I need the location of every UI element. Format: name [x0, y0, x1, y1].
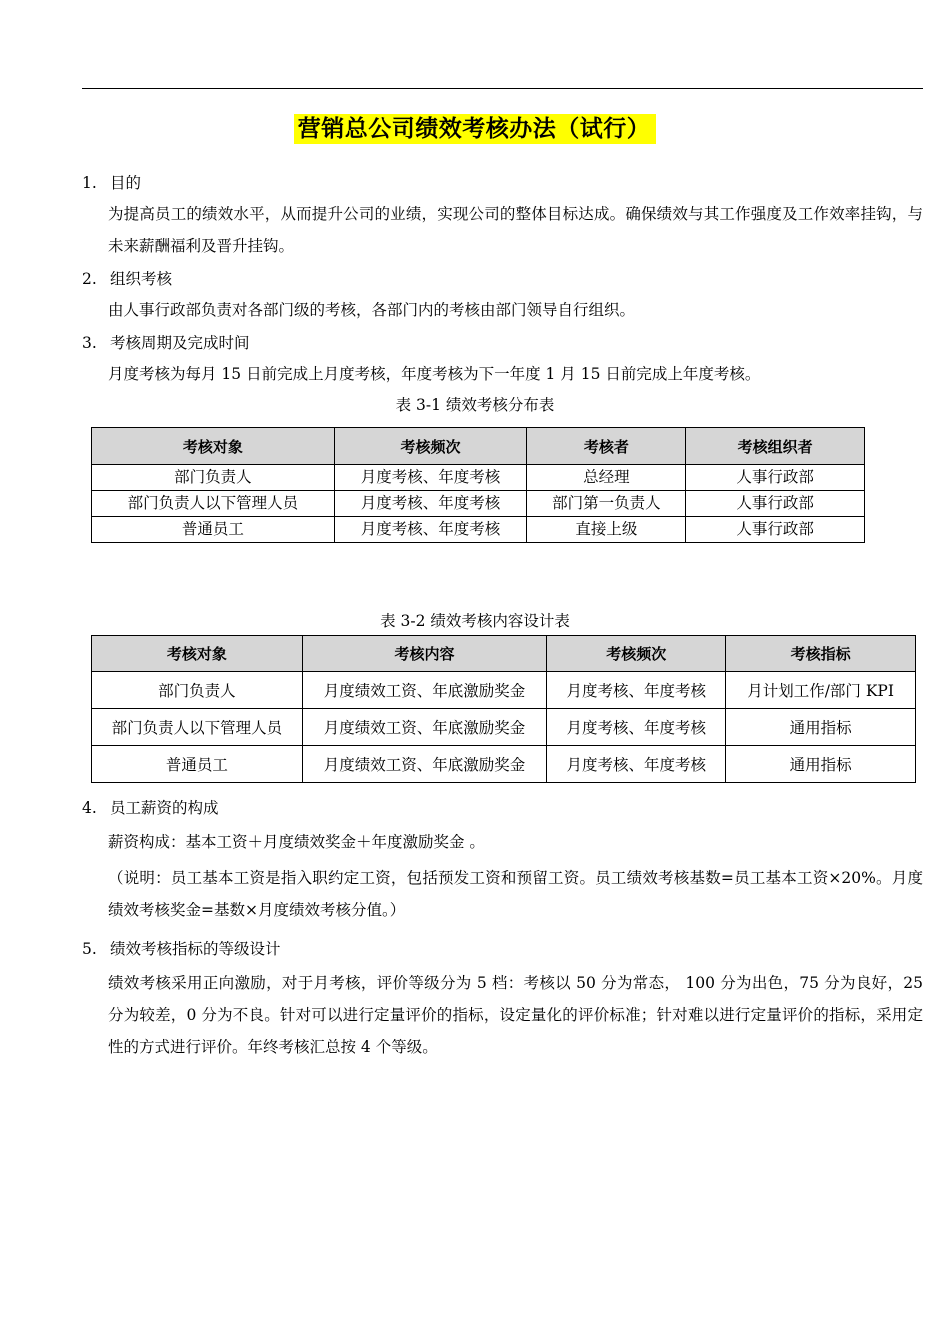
section-3-heading [82, 333, 250, 353]
document-title-wrap [0, 110, 950, 143]
table-row [92, 746, 916, 783]
table-cell: 部门第一负责人 [527, 491, 686, 517]
table-cell: 部门负责人以下管理人员 [92, 491, 335, 517]
section-2-paragraph: 由人事行政部负责对各部门级的考核，各部门内的考核由部门领导自行组织。 [108, 301, 636, 319]
table-cell: 月度考核、年度考核 [547, 709, 726, 746]
table-cell: 普通员工 [92, 517, 335, 543]
table-cell: 直接上级 [527, 517, 686, 543]
table-1-caption: 表 3-1 绩效考核分布表 [395, 396, 555, 414]
column-header: 考核对象 [92, 636, 303, 672]
section-1-heading [82, 173, 141, 193]
table-row [92, 465, 865, 491]
table-row [92, 709, 916, 746]
table-cell: 人事行政部 [686, 517, 865, 543]
section-4-paragraph: 薪资构成：基本工资＋月度绩效奖金＋年度激励奖金 。 [108, 833, 485, 851]
table-cell: 人事行政部 [686, 491, 865, 517]
column-header: 考核频次 [334, 428, 527, 465]
header-rule [82, 88, 923, 89]
section-4-note: （说明：员工基本工资是指入职约定工资，包括预发工资和预留工资。员工绩效考核基数=员工基本工资×20%。月度绩效考核奖金=基数×月度绩效考核分值。） [108, 869, 923, 919]
table-header-row [92, 636, 916, 672]
table-cell: 月度绩效工资、年底激励奖金 [302, 672, 547, 709]
table-cell: 月计划工作/部门 KPI [726, 672, 916, 709]
table-cell: 月度考核、年度考核 [547, 746, 726, 783]
section-title: 考核周期及完成时间 [110, 334, 250, 352]
table-cell: 部门负责人 [92, 465, 335, 491]
table-cell: 人事行政部 [686, 465, 865, 491]
table-cell: 通用指标 [726, 746, 916, 783]
column-header: 考核频次 [547, 636, 726, 672]
table-cell: 月度绩效工资、年底激励奖金 [302, 709, 547, 746]
column-header: 考核对象 [92, 428, 335, 465]
section-number: 3. [82, 334, 97, 352]
table-cell: 部门负责人以下管理人员 [92, 709, 303, 746]
table-2-caption: 表 3-2 绩效考核内容设计表 [380, 612, 570, 630]
document-title: 营销总公司绩效考核办法（试行） [294, 114, 657, 144]
table-cell: 总经理 [527, 465, 686, 491]
table-cell: 月度考核、年度考核 [334, 517, 527, 543]
table-row [92, 672, 916, 709]
table-cell: 月度绩效工资、年底激励奖金 [302, 746, 547, 783]
table-row [92, 517, 865, 543]
assessment-content-table [91, 635, 916, 783]
table-cell: 月度考核、年度考核 [547, 672, 726, 709]
section-title: 员工薪资的构成 [110, 799, 219, 817]
section-number: 4. [82, 799, 97, 817]
section-title: 绩效考核指标的等级设计 [110, 940, 281, 958]
section-title: 组织考核 [110, 270, 173, 288]
section-title: 目的 [110, 174, 142, 192]
section-number: 1. [82, 174, 97, 192]
table-cell: 通用指标 [726, 709, 916, 746]
column-header: 考核指标 [726, 636, 916, 672]
table-cell: 部门负责人 [92, 672, 303, 709]
column-header: 考核内容 [302, 636, 547, 672]
table-header-row [92, 428, 865, 465]
table-cell: 月度考核、年度考核 [334, 491, 527, 517]
section-2-heading [82, 269, 172, 289]
section-1-paragraph: 为提高员工的绩效水平，从而提升公司的业绩，实现公司的整体目标达成。确保绩效与其工作强度及工作效率挂钩，与未来薪酬福利及晋升挂钩。 [108, 205, 923, 255]
table-cell: 月度考核、年度考核 [334, 465, 527, 491]
assessment-distribution-table [91, 427, 865, 543]
table-cell: 普通员工 [92, 746, 303, 783]
table-row [92, 491, 865, 517]
section-number: 5. [82, 940, 97, 958]
section-5-heading [82, 939, 281, 959]
section-4-heading [82, 798, 219, 818]
section-number: 2. [82, 270, 97, 288]
column-header: 考核者 [527, 428, 686, 465]
section-3-paragraph: 月度考核为每月 15 日前完成上月度考核，年度考核为下一年度 1 月 15 日前完成上年度考核。 [108, 365, 761, 383]
section-5-paragraph: 绩效考核采用正向激励，对于月考核，评价等级分为 5 档：考核以 50 分为常态， 100 分为出色，75 分为良好，25 分为较差，0 分为不良。针对可以进行定量评价的指标，设定量化的评价标准；针对难以进行定量评价的指标，采用定性的方式进行评价。年终考核汇总按 4 个等级。 [108, 974, 923, 1056]
column-header: 考核组织者 [686, 428, 865, 465]
